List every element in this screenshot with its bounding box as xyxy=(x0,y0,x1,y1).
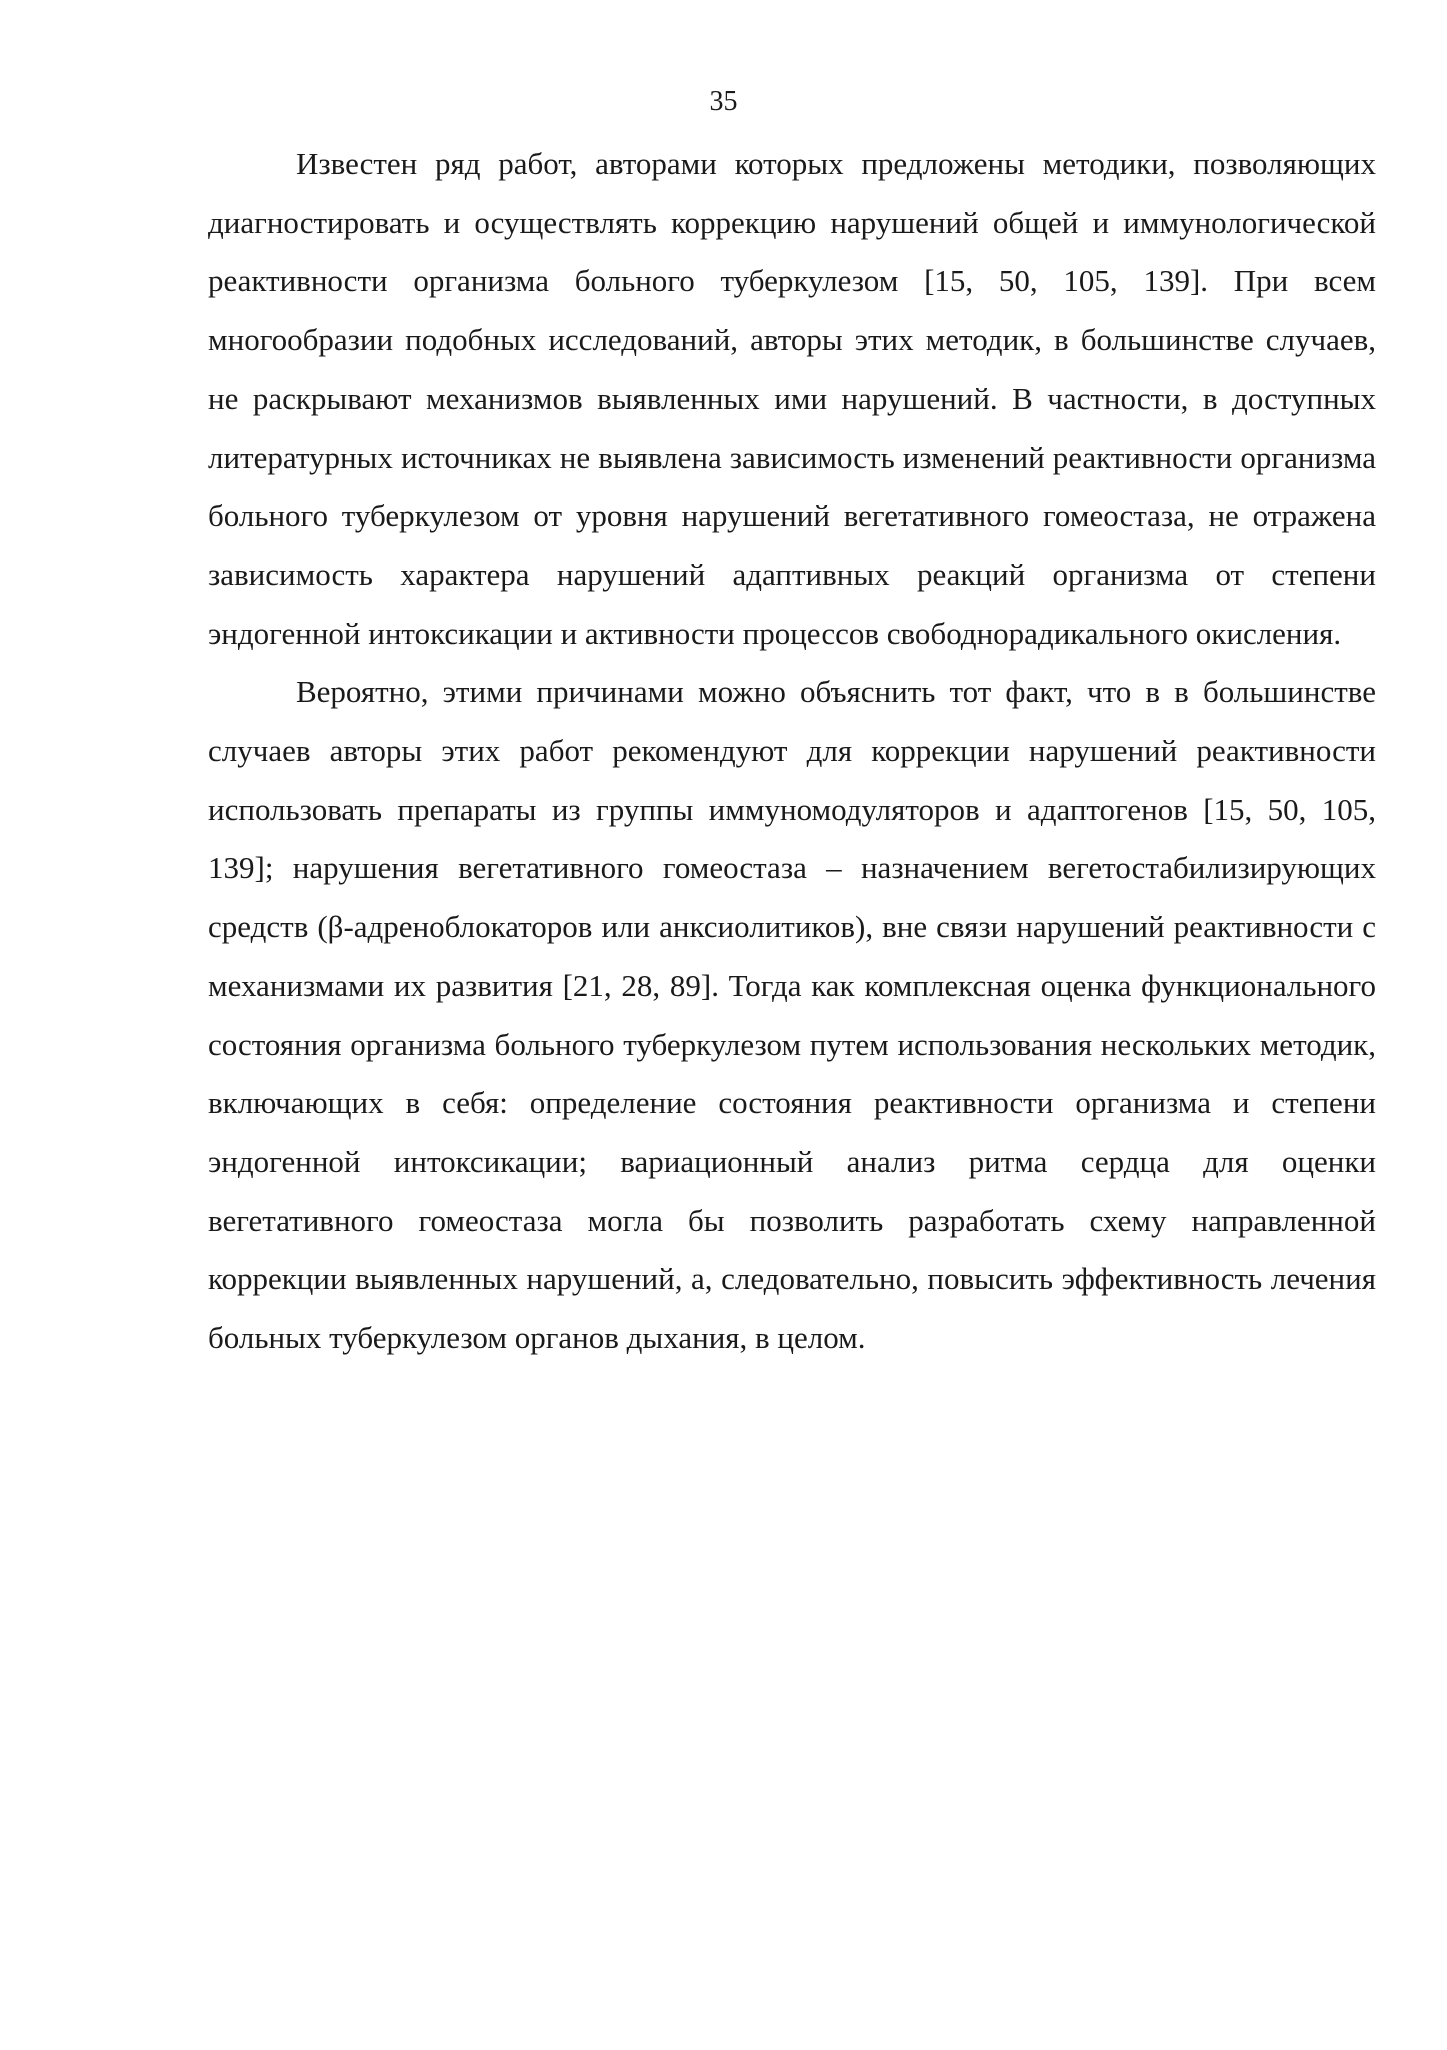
paragraph-2: Вероятно, этими причинами можно объяснить тот факт, что в в большинстве случаев авторы этих работ рекомендуют для коррекции нарушений реактивности использовать препараты из группы иммуномодуляторов и адаптогенов [15, 50, 105, 139]; нарушения вегетативного гомеостаза – назначением вегетостабилизирующих средств (β-адреноблокаторов или анксиолитиков), вне связи нарушений реактивности с механизмами их развития [21, 28, 89]. Тогда как комплексная оценка функционального состояния организма больного туберкулезом путем использования нескольких методик, включающих в себя: определение состояния реактивности организма и степени эндогенной интоксикации; вариационный анализ ритма сердца для оценки вегетативного гомеостаза могла бы позволить разработать схему направленной коррекции выявленных нарушений, а, следовательно, повысить эффективность лечения больных туберкулезом органов дыхания, в целом. xyxy=(208,674,1376,1356)
body-text xyxy=(208,135,1376,1368)
page-number: 35 xyxy=(709,86,738,117)
paragraph-1: Известен ряд работ, авторами которых предложены методики, позволяющих диагностировать и осуществлять коррекцию нарушений общей и иммунологической реактивности организма больного туберкулезом [15, 50, 105, 139]. При всем многообразии подобных исследований, авторы этих методик, в большинстве случаев, не раскрывают механизмов выявленных ими нарушений. В частности, в доступных литературных источниках не выявлена зависимость изменений реактивности организма больного туберкулезом от уровня нарушений вегетативного гомеостаза, не отражена зависимость характера нарушений адаптивных реакций организма от степени эндогенной интоксикации и активности процессов свободнорадикального окисления. xyxy=(208,146,1376,651)
